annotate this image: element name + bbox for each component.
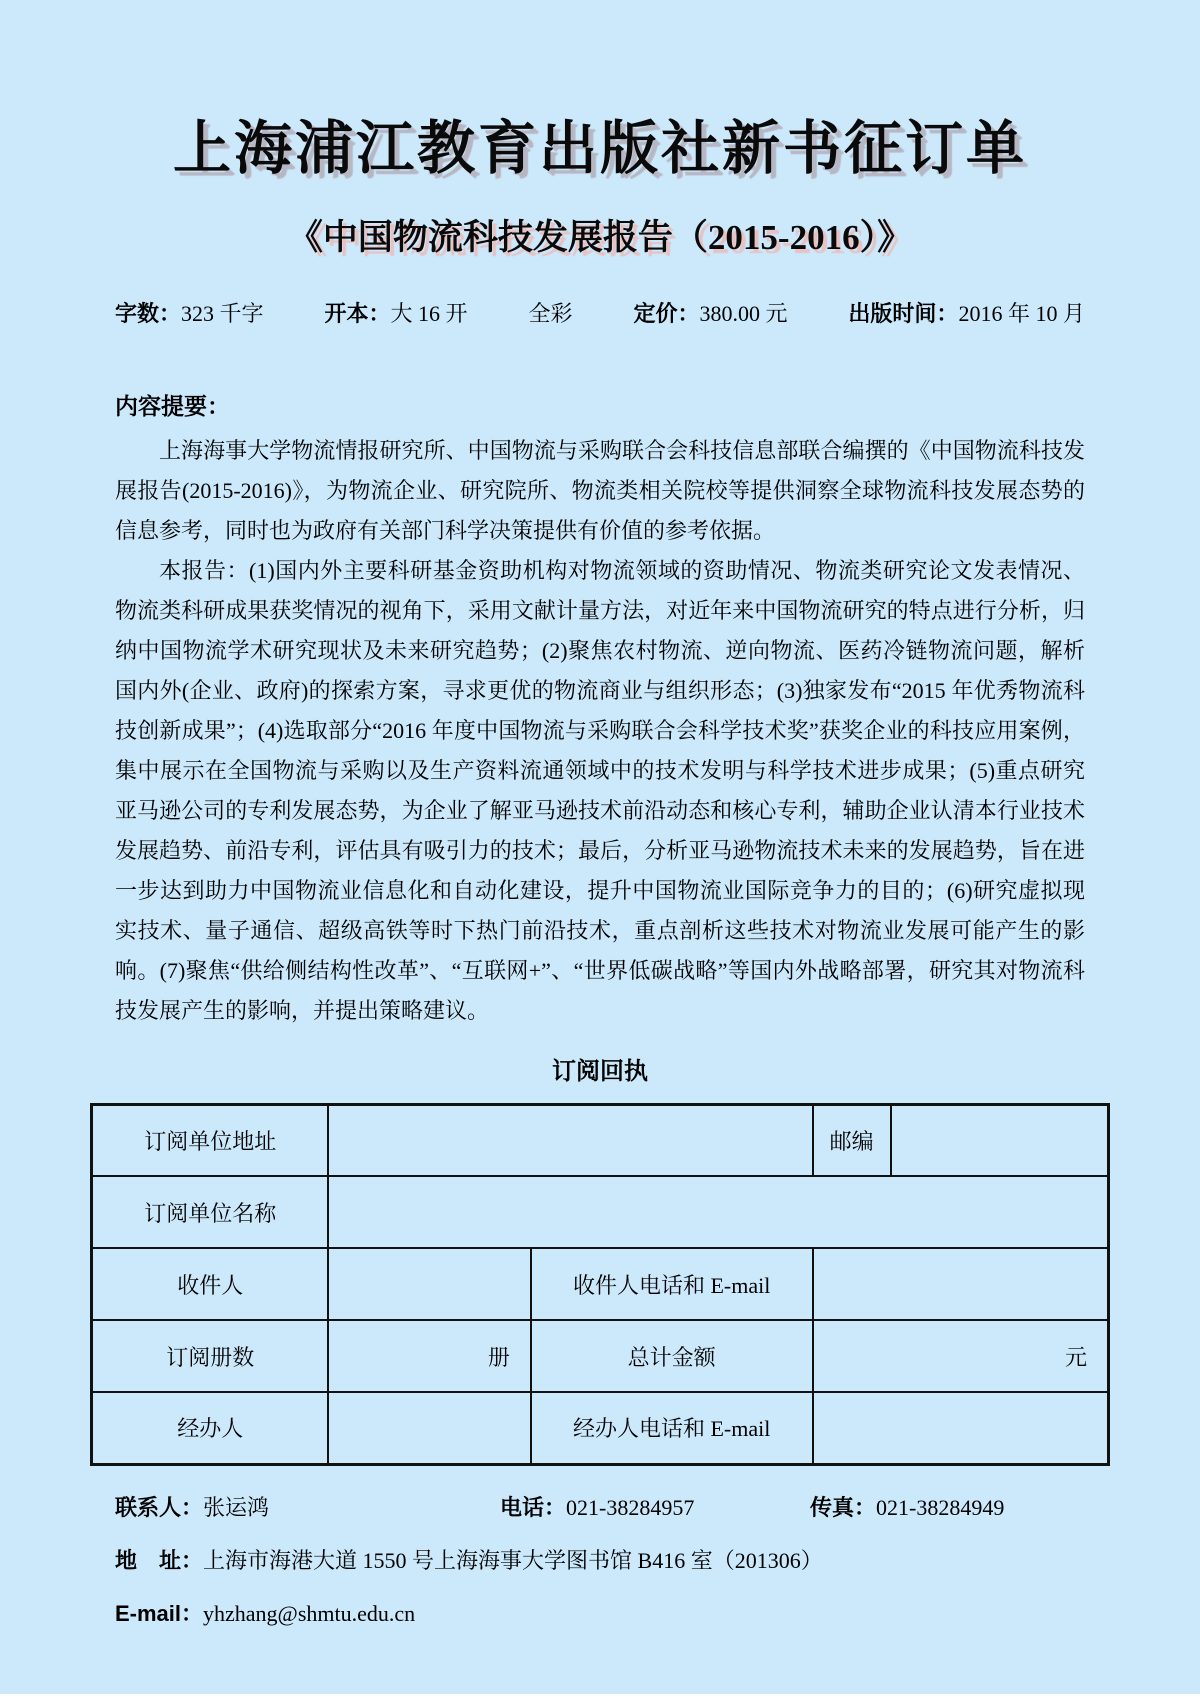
- meta-wordcount: [115, 299, 264, 329]
- contact-fax-label: 传真：: [810, 1494, 877, 1520]
- handler-label-cell: 经办人: [92, 1392, 329, 1464]
- contact-person-label: 联系人：: [115, 1494, 204, 1520]
- summary-text: [115, 431, 1085, 1031]
- page-title: 上海浦江教育出版社新书征订单: [172, 116, 1027, 181]
- handler-blank-cell: [328, 1392, 530, 1464]
- meta-format-value: 大 16 开: [390, 300, 468, 326]
- contact-email: [115, 1598, 1085, 1630]
- meta-price: [633, 299, 787, 329]
- table-row-recipient: [92, 1248, 1109, 1320]
- subscription-table: [90, 1103, 1110, 1466]
- meta-format-label: 开本：: [324, 300, 391, 326]
- book-meta-row: [115, 299, 1085, 329]
- contact-row: [115, 1492, 1085, 1524]
- recipient-blank-cell: [328, 1248, 530, 1320]
- contact-address-label: 地 址：: [115, 1547, 204, 1573]
- contact-address: [115, 1545, 1085, 1577]
- contact-fax-value: 021-38284949: [876, 1494, 1005, 1520]
- contact-email-label: E-mail：: [115, 1600, 204, 1626]
- org-name-blank-cell: [328, 1176, 1108, 1248]
- summary-paragraph-1: 上海海事大学物流情报研究所、中国物流与采购联合会科技信息部联合编撰的《中国物流科技发展报告(2015-2016)》，为物流企业、研究院所、物流类相关院校等提供洞察全球物流科技发展态势的信息参考，同时也为政府有关部门科学决策提供有价值的参考依据。: [115, 437, 1085, 543]
- contact-email-value: yhzhang@shmtu.edu.cn: [203, 1600, 416, 1626]
- meta-pubdate-label: 出版时间：: [848, 300, 959, 326]
- address-blank-cell: [328, 1104, 812, 1176]
- handler-contact-label-cell: 经办人电话和 E-mail: [531, 1392, 813, 1464]
- contact-person-value: 张运鸿: [203, 1494, 270, 1520]
- org-name-label-cell: 订阅单位名称: [92, 1176, 329, 1248]
- table-row-copies: [92, 1320, 1109, 1392]
- contact-fax: [810, 1492, 1004, 1524]
- handler-contact-blank-cell: [813, 1392, 1109, 1464]
- book-subtitle: 《中国物流科技发展报告（2015-2016）》: [287, 217, 913, 257]
- meta-pubdate-value: 2016 年 10 月: [958, 300, 1085, 326]
- contact-person: [115, 1492, 500, 1524]
- meta-color-note: 全彩: [528, 300, 573, 326]
- contact-address-value: 上海市海港大道 1550 号上海海事大学图书馆 B416 室（201306）: [203, 1547, 823, 1573]
- recipient-label-cell: 收件人: [92, 1248, 329, 1320]
- contact-phone-label: 电话：: [500, 1494, 567, 1520]
- contact-phone: [500, 1492, 810, 1524]
- table-row-org-name: [92, 1176, 1109, 1248]
- copies-label-cell: 订阅册数: [92, 1320, 329, 1392]
- recipient-contact-blank-cell: [813, 1248, 1109, 1320]
- meta-price-value: 380.00 元: [699, 300, 788, 326]
- postcode-label-cell: 邮编: [813, 1104, 891, 1176]
- order-form-heading: 订阅回执: [552, 1058, 648, 1085]
- table-row-handler: [92, 1392, 1109, 1464]
- document-body: [0, 116, 1200, 1630]
- summary-paragraph-2: 本报告：(1)国内外主要科研基金资助机构对物流领域的资助情况、物流类研究论文发表情况、物流类科研成果获奖情况的视角下，采用文献计量方法，对近年来中国物流研究的特点进行分析，归纳中国物流学术研究现状及未来研究趋势；(2)聚焦农村物流、逆向物流、医药冷链物流问题，解析国内外(企业、政府)的探索方案，寻求更优的物流商业与组织形态；(3)独家发布“2015 年优秀物流科技创新成果”；(4)选取部分“2016 年度中国物流与采购联合会科学技术奖”获奖企业的科技应用案例，集中展示在全国物流与采购以及生产资料流通领域中的技术发明与科学技术进步成果；(5)重点研究亚马逊公司的专利发展态势，为企业了解亚马逊技术前沿动态和核心专利，辅助企业认清本行业技术发展趋势、前沿专利，评估具有吸引力的技术；最后，分析亚马逊物流技术未来的发展趋势，旨在进一步达到助力中国物流业信息化和自动化建设，提升中国物流业国际竞争力的目的；(6)研究虚拟现实技术、量子通信、超级高铁等时下热门前沿技术，重点剖析这些技术对物流业发展可能产生的影响。(7)聚焦“供给侧结构性改革”、“互联网+”、“世界低碳战略”等国内外战略部署，研究其对物流科技发展产生的影响，并提出策略建议。: [115, 557, 1085, 1023]
- meta-format: [324, 299, 467, 329]
- address-label-cell: 订阅单位地址: [92, 1104, 329, 1176]
- total-label-cell: 总计金额: [531, 1320, 813, 1392]
- contact-phone-value: 021-38284957: [566, 1494, 695, 1520]
- meta-pubdate: [848, 299, 1085, 329]
- postcode-blank-cell: [891, 1104, 1109, 1176]
- meta-wordcount-label: 字数：: [115, 300, 182, 326]
- copies-unit-cell: 册: [328, 1320, 530, 1392]
- recipient-contact-label-cell: 收件人电话和 E-mail: [531, 1248, 813, 1320]
- meta-wordcount-value: 323 千字: [181, 300, 264, 326]
- total-unit-cell: 元: [813, 1320, 1109, 1392]
- meta-price-label: 定价：: [633, 300, 700, 326]
- table-row-address: [92, 1104, 1109, 1176]
- summary-heading: 内容提要：: [115, 392, 230, 419]
